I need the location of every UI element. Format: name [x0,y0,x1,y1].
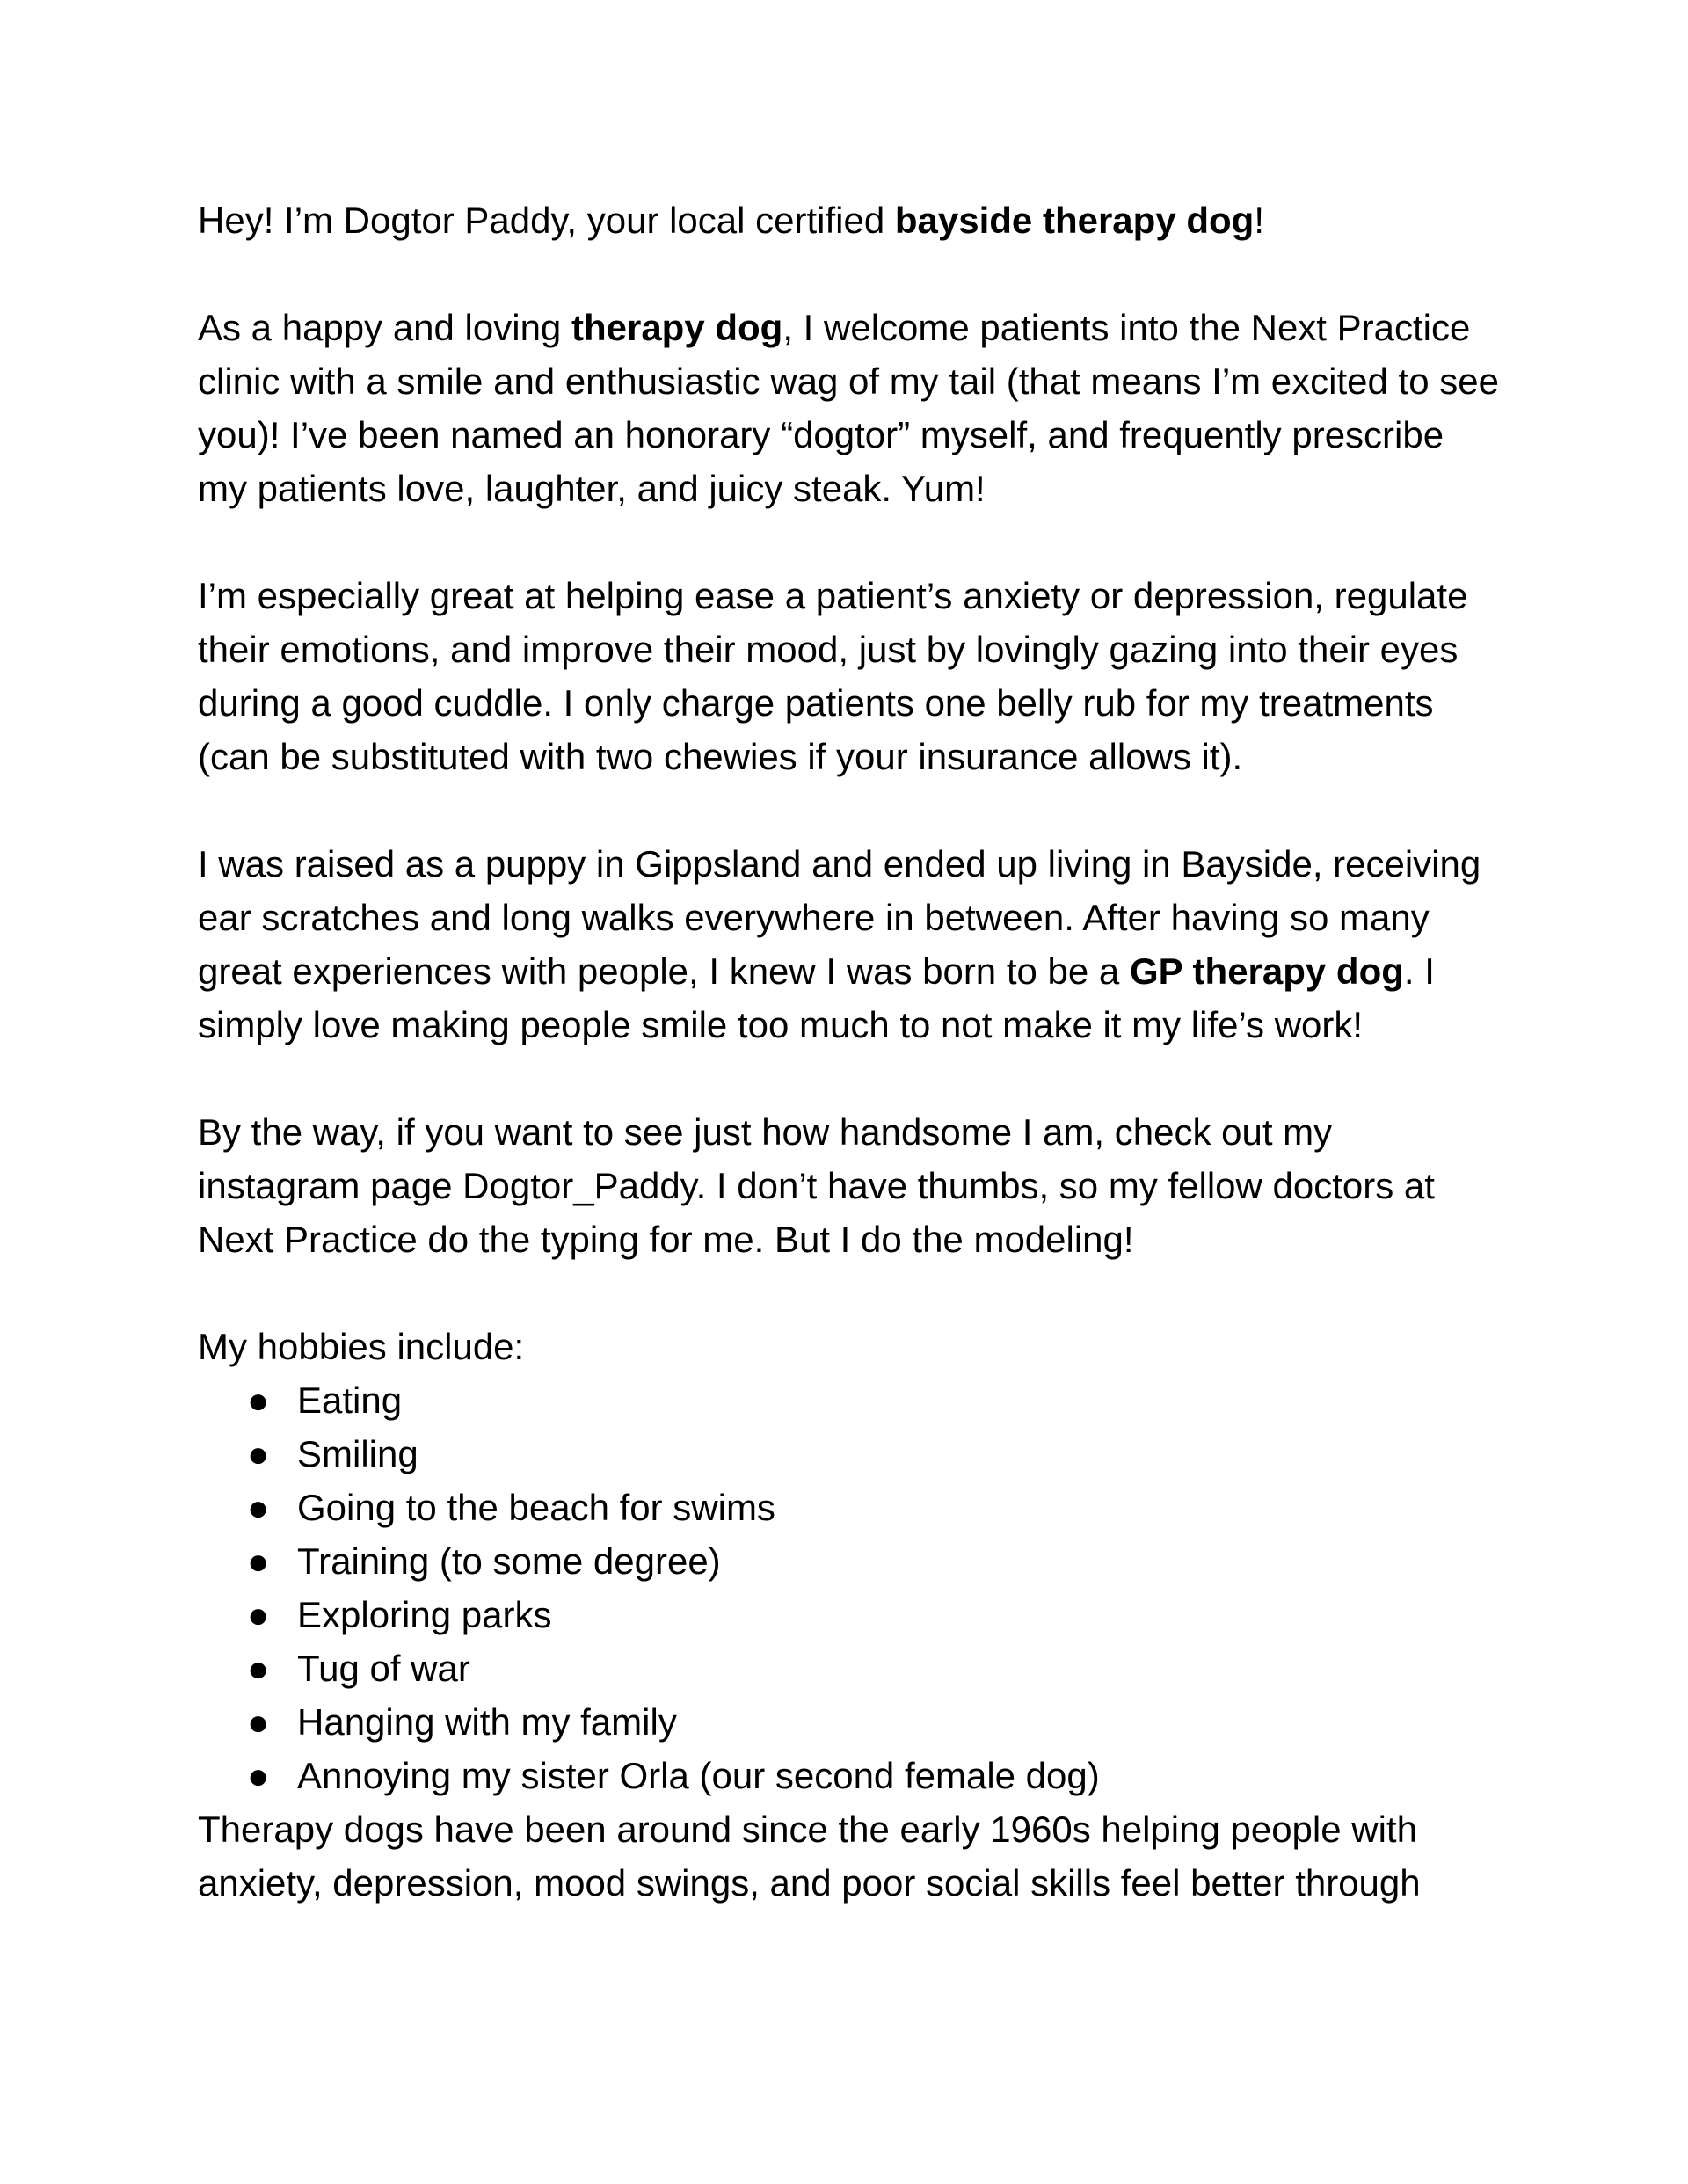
raised-paragraph [198,837,1499,1052]
welcome-text-1: As a happy and loving [198,307,571,348]
list-item [198,1373,1499,1427]
hobby-label: Training (to some degree) [297,1540,721,1582]
list-item [198,1695,1499,1749]
intro-text-2: ! [1254,200,1264,241]
bullet-icon: ● [247,1755,270,1796]
therapy-paragraph: Therapy dogs have been around since the early 1960s helping people with anxiety, depression, mood swings, and poor social skills feel better through [198,1809,1421,1904]
list-item [198,1588,1499,1642]
bullet-icon: ● [247,1701,270,1743]
hobby-label: Eating [297,1380,403,1421]
list-item [198,1642,1499,1695]
raised-text-2: . I simply love making people smile too much to not make it my life’s work! [198,950,1435,1045]
raised-bold-keyword: GP therapy dog [1129,950,1404,992]
raised-text-1: I was raised as a puppy in Gippsland and ended up living in Bayside, receiving ear scratches and long walks everywhere in between. After having so many great experiences with people, I knew I was born to be a [198,843,1481,992]
welcome-paragraph [198,301,1499,515]
list-item [198,1481,1499,1534]
hobby-label: Hanging with my family [297,1701,677,1743]
document-body [198,193,1499,1910]
hobby-label: Going to the beach for swims [297,1487,775,1528]
list-item [198,1749,1499,1802]
list-item [198,1427,1499,1481]
intro-paragraph [198,193,1499,247]
intro-text-1: Hey! I’m Dogtor Paddy, your local certified [198,200,895,241]
welcome-text-2: , I welcome patients into the Next Practice clinic with a smile and enthusiastic wag of my tail (that means I’m excited to see you)! I’ve been named an honorary “dogtor” myself, and frequently prescribe my patients love, laughter, and juicy steak. Yum! [198,307,1499,509]
bullet-icon: ● [247,1540,270,1582]
hobby-label: Smiling [297,1433,418,1474]
bullet-icon: ● [247,1487,270,1528]
instagram-paragraph: By the way, if you want to see just how handsome I am, check out my instagram page Dogtor_Paddy. I don’t have thumbs, so my fellow doctors at Next Practice do the typing for me. But I do the modeling! [198,1111,1435,1260]
bullet-icon: ● [247,1594,270,1635]
anxiety-paragraph: I’m especially great at helping ease a patient’s anxiety or depression, regulate their emotions, and improve their mood, just by lovingly gazing into their eyes during a good cuddle. I only charge patients one belly rub for my treatments (can be substituted with two chewies if your insurance allows it). [198,575,1468,777]
hobbies-list [198,1373,1499,1802]
hobby-label: Annoying my sister Orla (our second female dog) [297,1755,1100,1796]
welcome-bold-keyword: therapy dog [571,307,783,348]
list-item [198,1534,1499,1588]
intro-bold-keyword: bayside therapy dog [894,200,1255,241]
hobbies-intro: My hobbies include: [198,1326,525,1367]
bullet-icon: ● [247,1433,270,1474]
bullet-icon: ● [247,1380,270,1421]
hobby-label: Exploring parks [297,1594,552,1635]
bullet-icon: ● [247,1648,270,1689]
hobby-label: Tug of war [297,1648,470,1689]
